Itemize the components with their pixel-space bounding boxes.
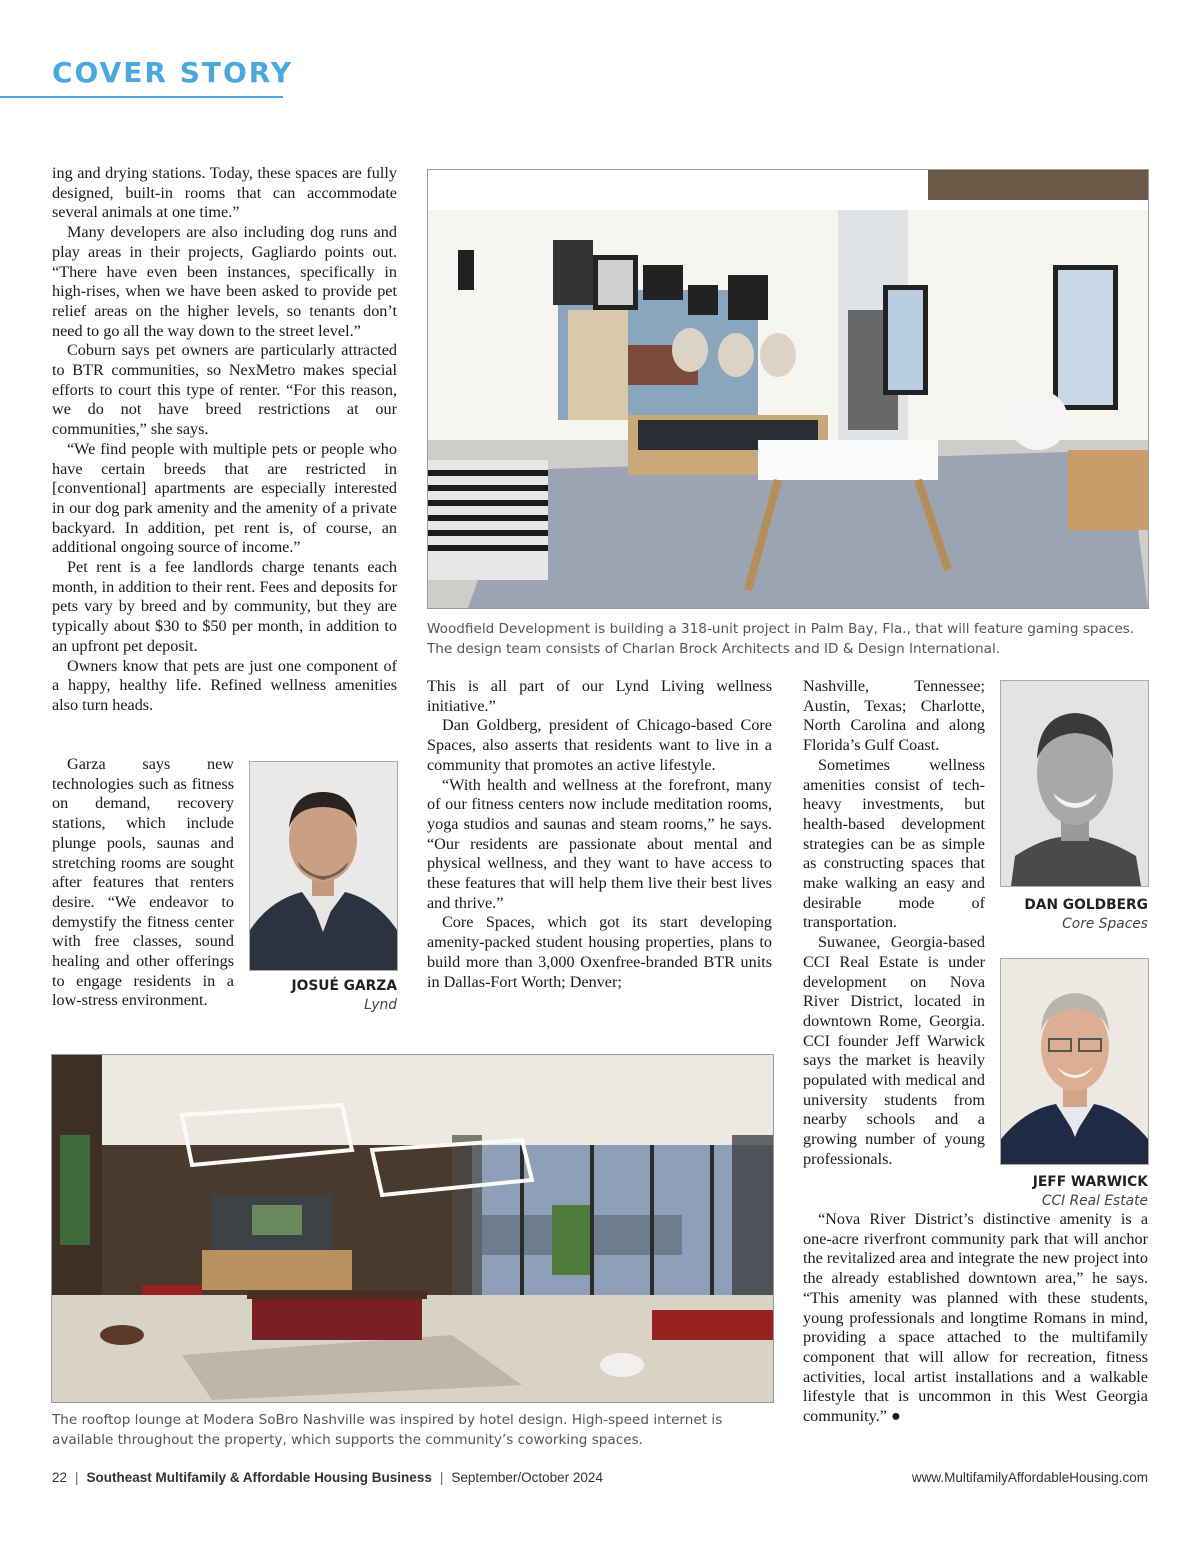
section-divider (0, 96, 283, 98)
paragraph: “We find people with multiple pets or people who have certain breeds that are restricted in [conventional] apartments are especially interested in our dog park amenity and the amenity of a private backyard. In addition, pet rent is, of course, an additional ongoing source of income.” (52, 439, 397, 557)
caption-warwick (1000, 1174, 1148, 1209)
paragraph: Dan Goldberg, president of Chicago-based Core Spaces, also asserts that residents want to live in a community that promotes an active lifestyle. (427, 716, 772, 774)
caption-garza (249, 978, 397, 1013)
person-name: JOSUÉ GARZA (291, 978, 397, 994)
paragraph: Suwanee, Georgia-based CCI Real Estate is under development on Nova River District, located in downtown Rome, Georgia. CCI founder Jeff Warwick says the market is heavily populated with medical and university students from nearby schools and a growing number of young professionals. (803, 933, 985, 1168)
person-name: DAN GOLDBERG (1024, 897, 1148, 913)
person-org: CCI Real Estate (1041, 1193, 1148, 1209)
person-org: Core Spaces (1062, 916, 1148, 932)
paragraph: Garza says new technologies such as fitness on demand, recovery stations, which include plunge pools, saunas and stretching rooms are sought after features that renters desire. “We endeavor to demystify the fitness center with free classes, sound healing and other offerings to engage residents in a low-stress environment. (52, 755, 234, 1010)
paragraph: Nashville, Tennessee; Austin, Texas; Charlotte, North Carolina and along Florida’s Gulf Coast. (803, 677, 985, 755)
section-label: COVER STORY (52, 56, 294, 89)
paragraph: Core Spaces, which got its start developing amenity-packed student housing properties, plans to build more than 3,000 Oxenfree-branded BTR units in Dallas-Fort Worth; Denver; (427, 913, 772, 991)
paragraph: ing and drying stations. Today, these spaces are fully designed, built-in rooms that can accommodate several animals at one time.” (52, 164, 397, 222)
column-1 (52, 164, 397, 716)
column-3-lower (803, 1210, 1148, 1427)
paragraph: Many developers are also including dog runs and play areas in their projects, Gagliardo points out. “There have even been instances, specifically in high-rises, when we have been asked to provide pet relief areas on the higher levels, so tenants don’t need to go all the way down to the street level.” (52, 223, 397, 340)
separator: | (439, 1470, 444, 1485)
paragraph: This is all part of our Lynd Living wellness initiative.” (427, 677, 772, 715)
column-2 (427, 677, 772, 992)
issue-date: September/October 2024 (451, 1470, 603, 1485)
portrait-josue-garza (249, 761, 398, 971)
person-org: Lynd (364, 997, 397, 1013)
paragraph: Pet rent is a fee landlords charge tenants each month, in addition to their rent. Fees and deposits for pets vary by breed and by community, but they are typically about $30 to $50 per month, in addition to an upfront pet deposit. (52, 558, 397, 655)
paragraph: Owners know that pets are just one component of a happy, healthy life. Refined wellness amenities also turn heads. (52, 656, 397, 714)
publication-name: Southeast Multifamily & Affordable Housing Business (86, 1470, 432, 1485)
person-name: JEFF WARWICK (1032, 1174, 1148, 1190)
paragraph: Coburn says pet owners are particularly attracted to BTR communities, so NexMetro makes special efforts to court this type of renter. “For this reason, we do not have breed restrictions at our communities,” she says. (52, 341, 397, 439)
paragraph: “Nova River District’s distinctive amenity is a one-acre riverfront community park that will anchor the revitalized area and integrate the new project into the already established downtown area,” he says. “This amenity was planned with these students, young professionals and longtime Romans in mind, providing a space attached to the multifamily component that will allow for recreation, fitness activities, local artist installations and a walkable lifestyle that is uncommon in this West Georgia community.” ● (803, 1210, 1148, 1426)
caption-top-photo: Woodfield Development is building a 318-unit project in Palm Bay, Fla., that will feature gaming spaces. The design team consists of Charlan Brock Architects and ID & Design International. (427, 621, 1135, 657)
footer-left (52, 1470, 603, 1485)
caption-bottom-photo: The rooftop lounge at Modera SoBro Nashville was inspired by hotel design. High-speed internet is available throughout the property, which supports the community’s coworking spaces. (52, 1412, 723, 1448)
separator: | (75, 1470, 79, 1485)
portrait-dan-goldberg (1000, 680, 1149, 887)
caption-goldberg (1000, 897, 1148, 932)
footer-url[interactable]: www.MultifamilyAffordableHousing.com (911, 1470, 1148, 1485)
photo-rooftop-lounge (51, 1054, 774, 1403)
paragraph: Sometimes wellness amenities consist of tech-heavy investments, but health-based development strategies can be as simple as constructing spaces that make walking an easy and desirable mode of transportation. (803, 755, 985, 932)
page-number: 22 (52, 1470, 68, 1485)
portrait-jeff-warwick (1000, 958, 1149, 1165)
column-1-narrow (52, 755, 234, 1011)
paragraph: “With health and wellness at the forefront, many of our fitness centers now include meditation rooms, yoga studios and saunas and steam rooms,” he says. “Our residents are passionate about mental and physical wellness, and they want to have access to these features that will help them live their best lives and thrive.” (427, 775, 772, 912)
photo-game-room (427, 169, 1149, 609)
column-3 (803, 677, 985, 1170)
